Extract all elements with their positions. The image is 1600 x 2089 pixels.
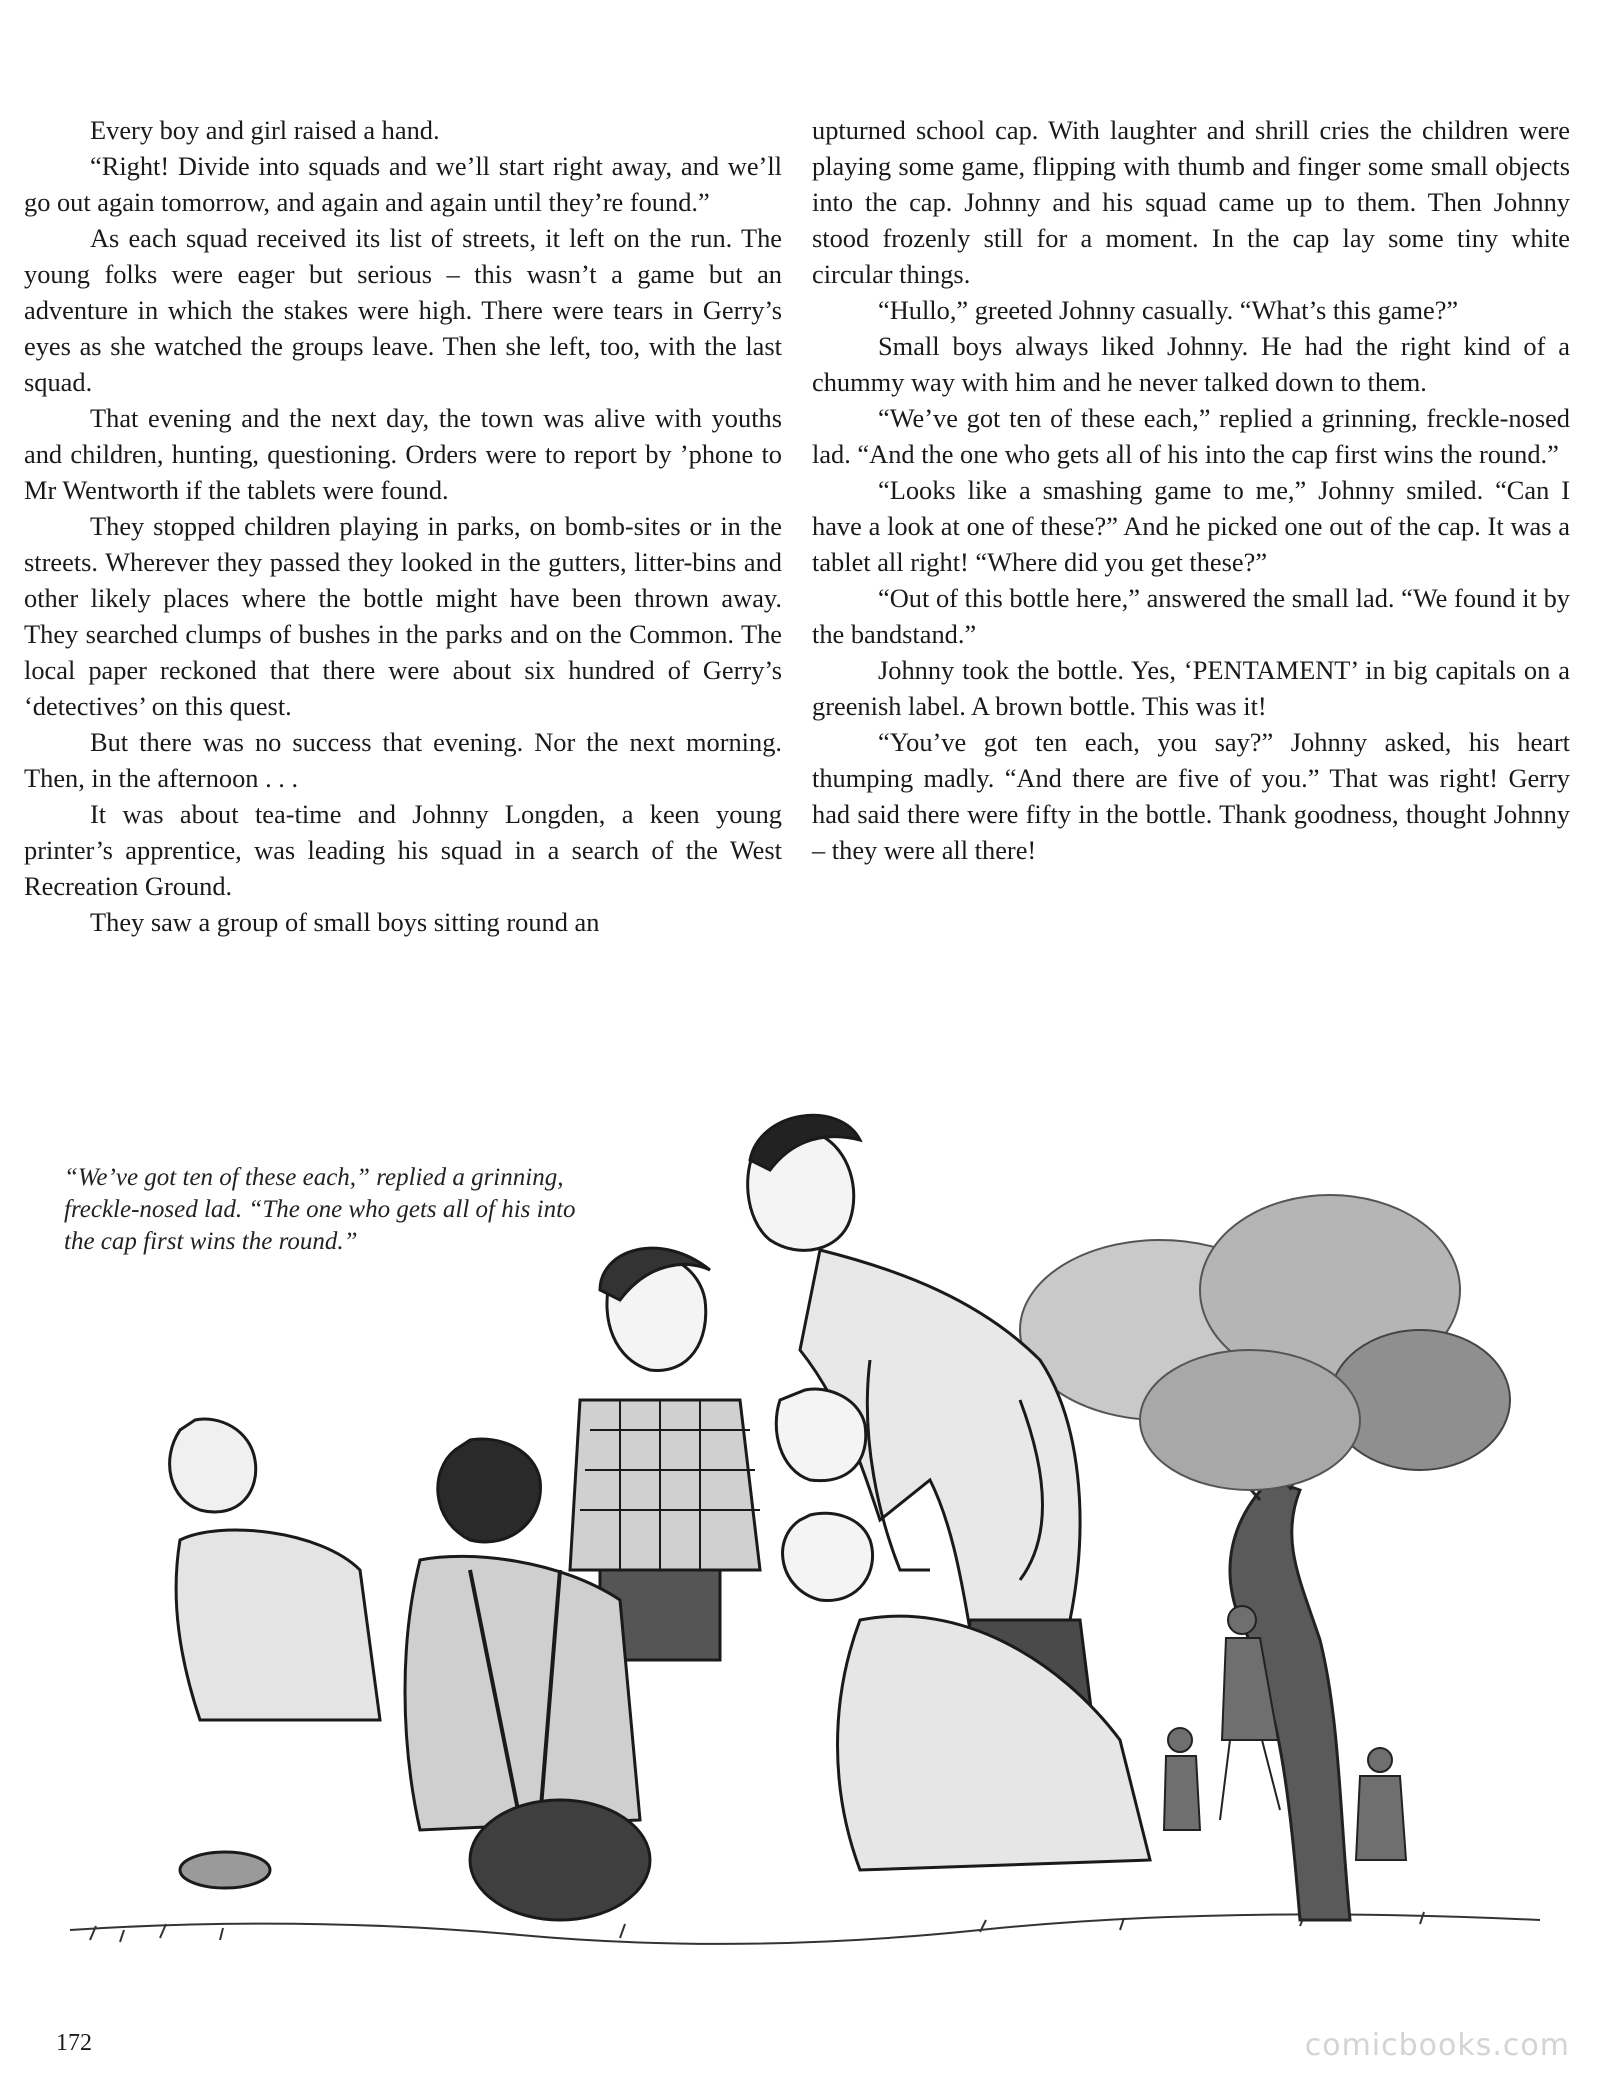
paragraph: Small boys always liked Johnny. He had the right kind of a chummy way with him and he never talked down to them. — [812, 331, 1570, 397]
paragraph: “We’ve got ten of these each,” replied a grinning, freckle-nosed lad. “And the one who gets all of his into the cap first wins the round.” — [812, 403, 1570, 469]
paragraph: “Hullo,” greeted Johnny casually. “What’s this game?” — [878, 295, 1459, 325]
page-number: 172 — [56, 2030, 92, 2056]
right-text-column — [812, 112, 1570, 868]
paragraph: As each squad received its list of streets, it left on the run. The young folks were eager but serious – this wasn’t a game but an adventure in which the stakes were high. There were tears in Gerry’s eyes as she watched the groups leave. Then she left, too, with the last squad. — [24, 223, 782, 397]
paragraph: “Out of this bottle here,” answered the small lad. “We found it by the bandstand.” — [812, 583, 1570, 649]
left-text-column — [24, 112, 782, 940]
paragraph: But there was no success that evening. Nor the next morning. Then, in the afternoon . . . — [24, 727, 782, 793]
paragraph: “You’ve got ten each, you say?” Johnny asked, his heart thumping madly. “And there are five of you.” That was right! Gerry had said there were fifty in the bottle. Thank goodness, thought Johnny – they were all there! — [812, 727, 1570, 865]
illustration-caption: “We’ve got ten of these each,” replied a grinning, freckle-nosed lad. “The one who gets all of his into the cap first wins the round.” — [64, 1164, 576, 1255]
paragraph: Johnny took the bottle. Yes, ‘PENTAMENT’ in big capitals on a greenish label. A brown bottle. This was it! — [812, 655, 1570, 721]
paragraph: It was about tea-time and Johnny Longden, a keen young printer’s apprentice, was leading his squad in a search of the West Recreation Ground. — [24, 799, 782, 901]
paragraph: upturned school cap. With laughter and shrill cries the children were playing some game, flipping with thumb and finger some small objects into the cap. Johnny and his squad came up to them. Then Johnny stood frozenly still for a moment. In the cap lay some tiny white circular things. — [812, 115, 1570, 289]
paragraph: Every boy and girl raised a hand. — [90, 115, 440, 145]
paragraph: “Looks like a smashing game to me,” Johnny smiled. “Can I have a look at one of these?” And he picked one out of the cap. It was a tablet all right! “Where did you get these?” — [812, 475, 1570, 577]
paragraph: “Right! Divide into squads and we’ll start right away, and we’ll go out again tomorrow, and again and again until they’re found.” — [24, 151, 782, 217]
paragraph: That evening and the next day, the town was alive with youths and children, hunting, questioning. Orders were to report by ’phone to Mr Wentworth if the tablets were found. — [24, 403, 782, 505]
paragraph: They stopped children playing in parks, on bomb-sites or in the streets. Wherever they passed they looked in the gutters, litter-bins and other likely places where the bottle might have been thrown away. They searched clumps of bushes in the parks and on the Common. The local paper reckoned that there were about six hundred of Gerry’s ‘detectives’ on this quest. — [24, 511, 782, 721]
paragraph: They saw a group of small boys sitting round an — [90, 907, 600, 937]
watermark: comicbooks.com — [1304, 2028, 1570, 2063]
